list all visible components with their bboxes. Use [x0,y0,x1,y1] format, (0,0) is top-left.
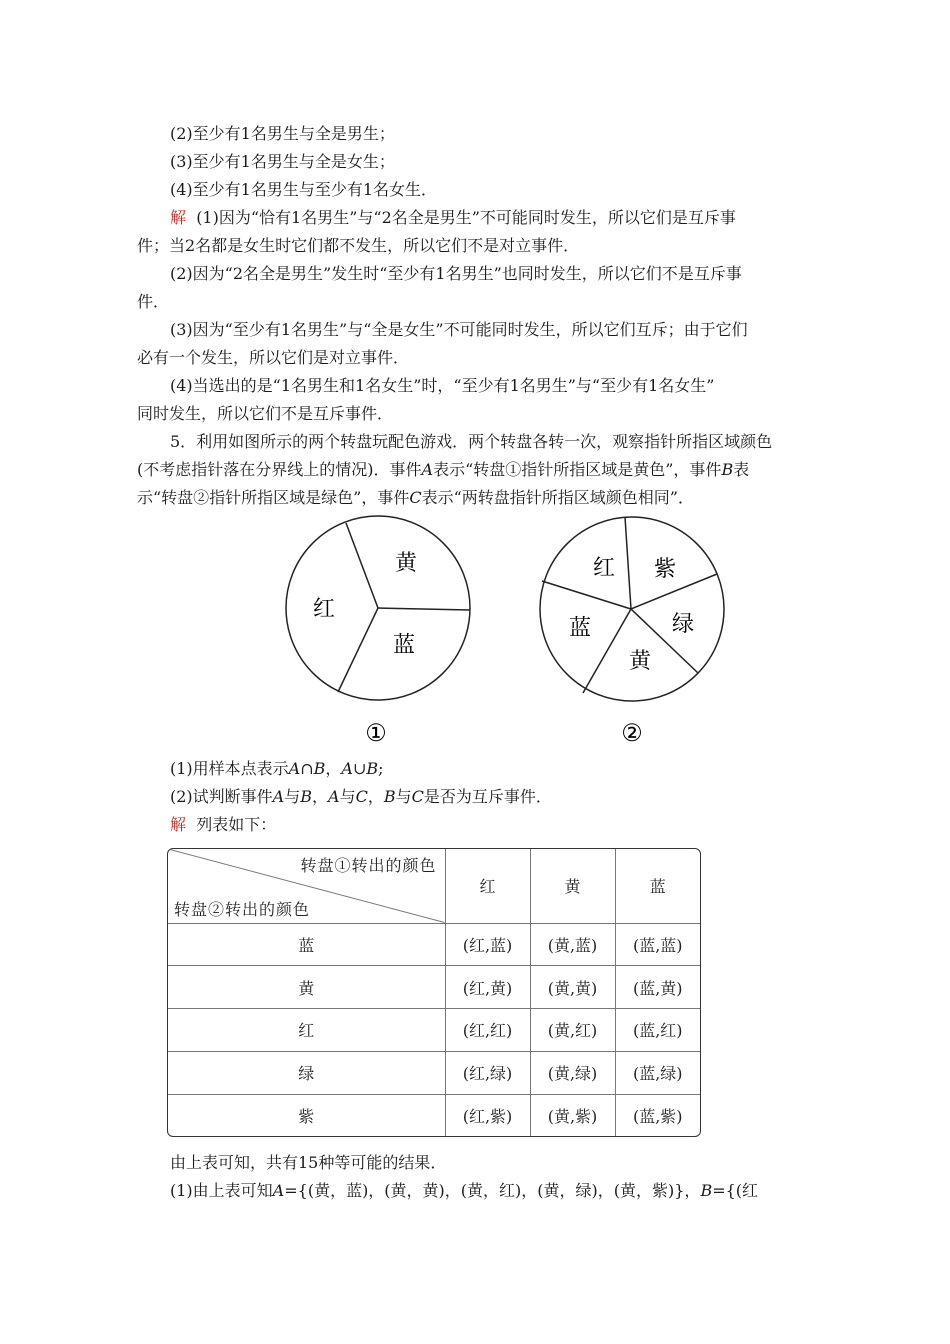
corner-top-label: 转盘①转出的颜色 [300,856,437,875]
corner-bottom-label: 转盘②转出的颜色 [174,899,311,919]
text-run: (不考虑指针落在分界线上的情况)．事件 [137,460,422,479]
table-cell: (红,紫) [445,1094,530,1136]
solution-intro [170,815,276,835]
spinner-2-caption: ② [621,719,643,747]
table-row [168,1051,700,1094]
solution-2-line-a: (2)因为“2名全是男生”发生时“至少有1名男生”也同时发生，所以它们不是互斥事 [170,264,742,283]
text-run: 与 [339,787,356,806]
table-row [168,966,700,1009]
spinner-1-caption: ① [365,719,387,747]
table-cell: (黄,红) [530,1009,615,1052]
table-cell: (黄,蓝) [530,923,615,966]
row-header: 绿 [168,1051,445,1094]
column-header: 蓝 [615,849,700,923]
text-run: (1)用样本点表示 [170,759,289,778]
text-run: 列表如下： [196,815,277,834]
var: A [272,787,285,806]
row-header: 紫 [168,1094,445,1136]
spinner-figures [280,515,740,755]
var: A [341,759,353,778]
var: A [328,787,340,806]
spinner-1-label-yellow: 黄 [394,551,418,576]
solution-marker: 解 [170,208,187,227]
table-row [168,1009,700,1052]
text-run: 表 [733,460,750,479]
text-run: ={(红 [712,1181,759,1200]
text-run: 是否为互斥事件． [423,787,552,806]
var: C [355,787,368,806]
table-cell: (黄,绿) [530,1051,615,1094]
text-run: 与 [284,787,301,806]
event-b: B [721,460,734,479]
solution-4-line-a: (4)当选出的是“1名男生和1名女生”时，“至少有1名男生”与“至少有1名女生” [170,376,715,395]
table-cell: (红,黄) [445,966,530,1009]
text-run: (2)试判断事件 [170,787,273,806]
solution-2-line-b: 件． [137,292,170,311]
text-run: ∪ [352,759,367,778]
column-header: 红 [445,849,530,923]
var: B [300,787,313,806]
text-run: ， [325,759,342,778]
problem-5-line-b [137,460,749,480]
text-run: ∩ [300,759,314,778]
solution-marker: 解 [170,815,187,834]
problem-5-line-a: 5．利用如图所示的两个转盘玩配色游戏．两个转盘各转一次，观察指针所指区域颜色 [170,432,773,451]
var: A [288,759,301,778]
text-run: 示“转盘②指针所指区域是绿色”，事件 [137,488,410,507]
spinner-1 [286,516,470,747]
text-run: 表示“转盘①指针所指区域是黄色”，事件 [433,460,722,479]
table-cell: (红,蓝) [445,923,530,966]
outcome-table [167,848,701,1137]
event-c: C [409,488,422,507]
problem-part-3: (3)至少有1名男生与全是女生； [170,152,395,171]
var: B [313,759,326,778]
spinner-2 [540,517,724,747]
table-cell: (红,绿) [445,1051,530,1094]
spinner-1-label-blue: 蓝 [392,633,416,658]
result-summary: 由上表可知，共有15种等可能的结果． [170,1153,447,1172]
table-cell: (黄,黄) [530,966,615,1009]
row-header: 黄 [168,966,445,1009]
solution-3-line-a: (3)因为“至少有1名男生”与“全是女生”不可能同时发生，所以它们互斥；由于它们 [170,320,748,339]
table-corner-cell [168,849,445,923]
text-run: (1)由上表可知 [170,1181,273,1200]
column-header: 黄 [530,849,615,923]
var: A [272,1181,285,1200]
table-row [168,923,700,966]
table-cell: (红,红) [445,1009,530,1052]
table-row [168,1094,700,1136]
table-cell: (蓝,红) [615,1009,700,1052]
spinner-1-label-red: 红 [312,597,336,622]
text-run: 与 [395,787,412,806]
spinner-2-label-green: 绿 [671,612,695,637]
problem-5-line-c [137,488,694,508]
solution-1-text: (1)因为“恰有1名男生”与“2名全是男生”不可能同时发生，所以它们是互斥事 [196,208,736,227]
spinner-2-label-blue: 蓝 [568,616,592,641]
text-run: ， [312,787,329,806]
table-cell: (黄,紫) [530,1094,615,1136]
problem-part-2: (2)至少有1名男生与全是男生； [170,124,395,143]
question-2 [170,787,552,807]
solution-1-line-b: 件；当2名都是女生时它们都不发生，所以它们不是对立事件． [137,236,580,255]
solution-1-line-a [170,208,736,228]
var: B [383,787,396,806]
row-header: 蓝 [168,923,445,966]
var: B [366,759,379,778]
text-run: 表示“两转盘指针所指区域颜色相同”． [421,488,694,507]
table-cell: (蓝,紫) [615,1094,700,1136]
row-header: 红 [168,1009,445,1052]
question-1 [170,759,384,779]
table-cell: (蓝,绿) [615,1051,700,1094]
solution-3-line-b: 必有一个发生，所以它们是对立事件． [137,348,410,367]
var: C [411,787,424,806]
table-cell: (蓝,黄) [615,966,700,1009]
table-header-row [168,849,700,923]
table-cell: (蓝,蓝) [615,923,700,966]
result-set-a [170,1181,758,1201]
spinner-2-label-purple: 紫 [653,557,677,582]
var: B [700,1181,713,1200]
text-run: ; [378,759,384,778]
text-run: ， [367,787,384,806]
solution-4-line-b: 同时发生，所以它们不是互斥事件． [137,404,394,423]
problem-part-4: (4)至少有1名男生与至少有1名女生． [170,180,438,199]
spinner-2-label-yellow: 黄 [628,649,652,674]
event-a: A [421,460,434,479]
spinner-2-label-red: 红 [592,556,616,581]
text-run: ={(黄，蓝)，(黄，黄)，(黄，红)，(黄，绿)，(黄，紫)}， [284,1181,701,1200]
